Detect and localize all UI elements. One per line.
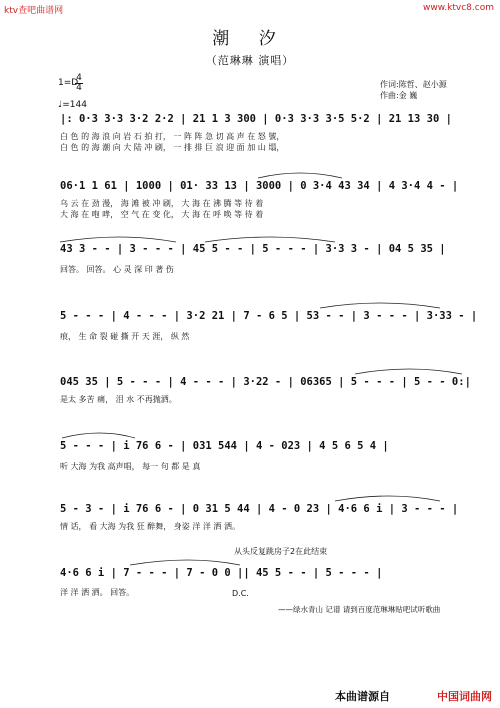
slur — [60, 237, 176, 242]
end-note: ——绿水青山 记谱 请到百度范琳琳贴吧试听歌曲 — [278, 605, 441, 614]
lyrics-verse-2: 白 色 的 海 潮 向 大 陆 冲 刷， 一 排 排 巨 浪 迎 面 加 山 塌， — [60, 143, 285, 152]
notes: 5 - 3 - | i 76 6 - | 0 31 5 44 | 4 - 0 23 | 4·6 6 i | 3 - - - | — [60, 503, 459, 515]
slur — [355, 369, 462, 374]
lyrics: 洋 洋 洒 洒。 回答。 — [60, 588, 135, 597]
lyrics-verse-2: 大 海 在 咆 哮， 空 气 在 变 化， 大 海 在 呼 唤 等 待 着 — [60, 210, 264, 219]
lyrics: 情 话， 看 大海 为我 狂 醉舞， 身姿 洋 洋 洒 洒。 — [60, 522, 240, 531]
dc-mark: D.C. — [232, 589, 249, 598]
watermark-right: www.ktvc8.com — [423, 3, 494, 13]
notes: 045 35 | 5 - - - | 4 - - - | 3·22 - | 06365 | 5 - - - | 5 - - 0:| — [60, 376, 471, 388]
notes: |: 0·3 3·3 3·2 2·2 | 21 1 3 300 | 0·3 3·3 3·5 5·2 | 21 13 30 | — [60, 113, 452, 125]
song-title: 潮 汐 — [212, 29, 288, 49]
time-top: 4 — [76, 73, 82, 83]
lyrics-verse-1: 白 色 的 海 浪 向 岩 石 拍 打， 一 阵 阵 急 切 高 声 在 怒 號， — [60, 132, 285, 141]
notes: 4·6 6 i | 7 - - - | 7 - 0 0 || 45 5 - - | 5 - - - | — [60, 567, 383, 579]
lyrics: 听 大海 为我 高声唱， 每一 句 都 是 真 — [60, 462, 201, 471]
time-bottom: 4 — [76, 83, 82, 93]
notes: 5 - - - | 4 - - - | 3·2 21 | 7 - 6 5 | 53 - - | 3 - - - | 3·33 - | — [60, 310, 478, 322]
slur — [335, 496, 440, 501]
lyrics-verse-1: 乌 云 在 劲 漫， 海 滩 被 冲 刷， 大 海 在 沸 腾 等 待 着 — [60, 199, 264, 208]
slur — [205, 237, 335, 242]
lyrics: 痕， 生 命 裂 碰 撕 开 天 涯， 纵 然 — [60, 332, 190, 341]
credits-lyrics: 作词:陈哲、赵小源 — [380, 80, 447, 89]
repeat-note: 从头反复跳房子2在此结束 — [234, 547, 328, 556]
slur — [62, 433, 135, 438]
lyrics: 回答。 回答。 心 灵 深 印 著 伤 — [60, 265, 174, 274]
lyrics: 是太 多苦 痛， 泪 水 不再抛洒。 — [60, 395, 177, 404]
notes: 43 3 - - | 3 - - - | 45 5 - - | 5 - - - | 3·3 3 - | 04 5 35 | — [60, 243, 446, 255]
bottom-watermark-left: 本曲谱源自 — [335, 690, 390, 703]
slur — [130, 560, 240, 565]
song-subtitle: （范琳琳 演唱） — [205, 54, 295, 67]
tempo-mark: ♩=144 — [58, 100, 87, 110]
credits-music: 作曲:金 巍 — [380, 91, 418, 100]
watermark-left: ktv查吧曲谱网 — [4, 6, 64, 16]
slur — [320, 303, 440, 308]
notes: 06·1 1 61 | 1000 | 01· 33 13 | 3000 | 0 3·4 43 34 | 4 3·4 4 - | — [60, 180, 459, 192]
notes: 5 - - - | i 76 6 - | 031 544 | 4 - 023 | 4 5 6 5 4 | — [60, 440, 389, 452]
bottom-watermark-right: 中国词曲网 — [437, 690, 492, 703]
key-signature: 1=D — [58, 78, 79, 88]
slur — [258, 173, 342, 178]
